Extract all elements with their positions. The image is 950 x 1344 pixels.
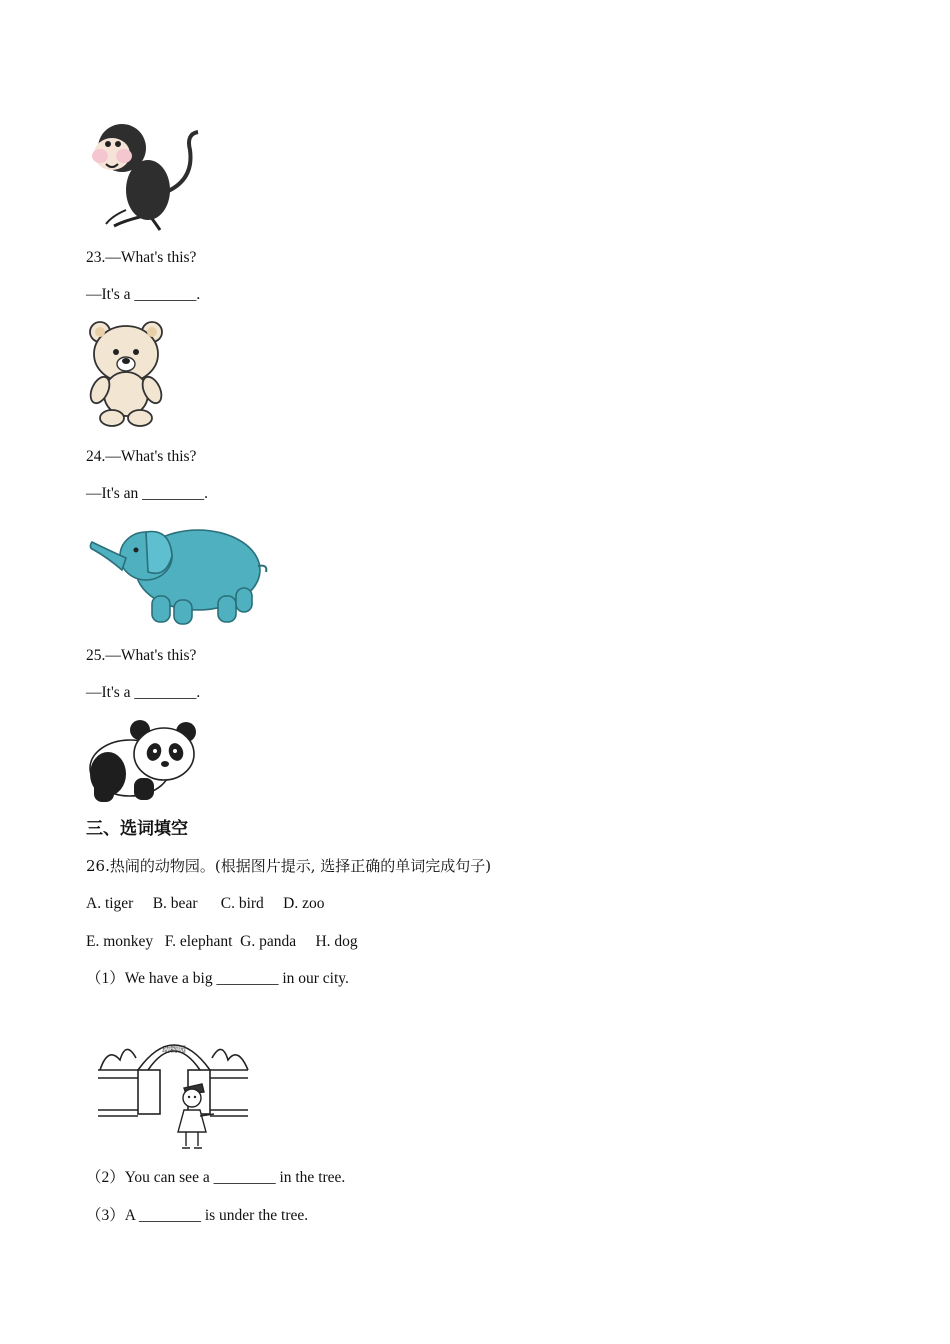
section-3-heading: 三、选词填空 — [86, 819, 188, 839]
q24-answer: —It's an ________. — [86, 485, 209, 502]
monkey-illustration — [86, 120, 208, 232]
panda-illustration — [86, 718, 198, 804]
q26-sentence-1: （1）We have a big ________ in our city. — [86, 970, 349, 987]
q26-sentence-3: （3）A ________ is under the tree. — [86, 1207, 309, 1224]
q23-answer: —It's a ________. — [86, 286, 201, 303]
q24-question: 24.—What's this? — [86, 448, 197, 465]
bear-illustration — [86, 318, 170, 428]
q26-options-row-1: A. tiger B. bear C. bird D. zoo — [86, 895, 325, 912]
zoo-gate-illustration — [96, 1036, 252, 1154]
elephant-illustration — [86, 518, 268, 630]
zoo-gate-sign: 动物园 — [162, 1045, 186, 1054]
q25-answer: —It's a ________. — [86, 684, 201, 701]
q23-question: 23.—What's this? — [86, 249, 197, 266]
q26-sentence-2: （2）You can see a ________ in the tree. — [86, 1169, 346, 1186]
q25-question: 25.—What's this? — [86, 647, 197, 664]
q26-title: 26.热闹的动物园。(根据图片提示, 选择正确的单词完成句子) — [86, 857, 492, 875]
q26-options-row-2: E. monkey F. elephant G. panda H. dog — [86, 933, 358, 950]
